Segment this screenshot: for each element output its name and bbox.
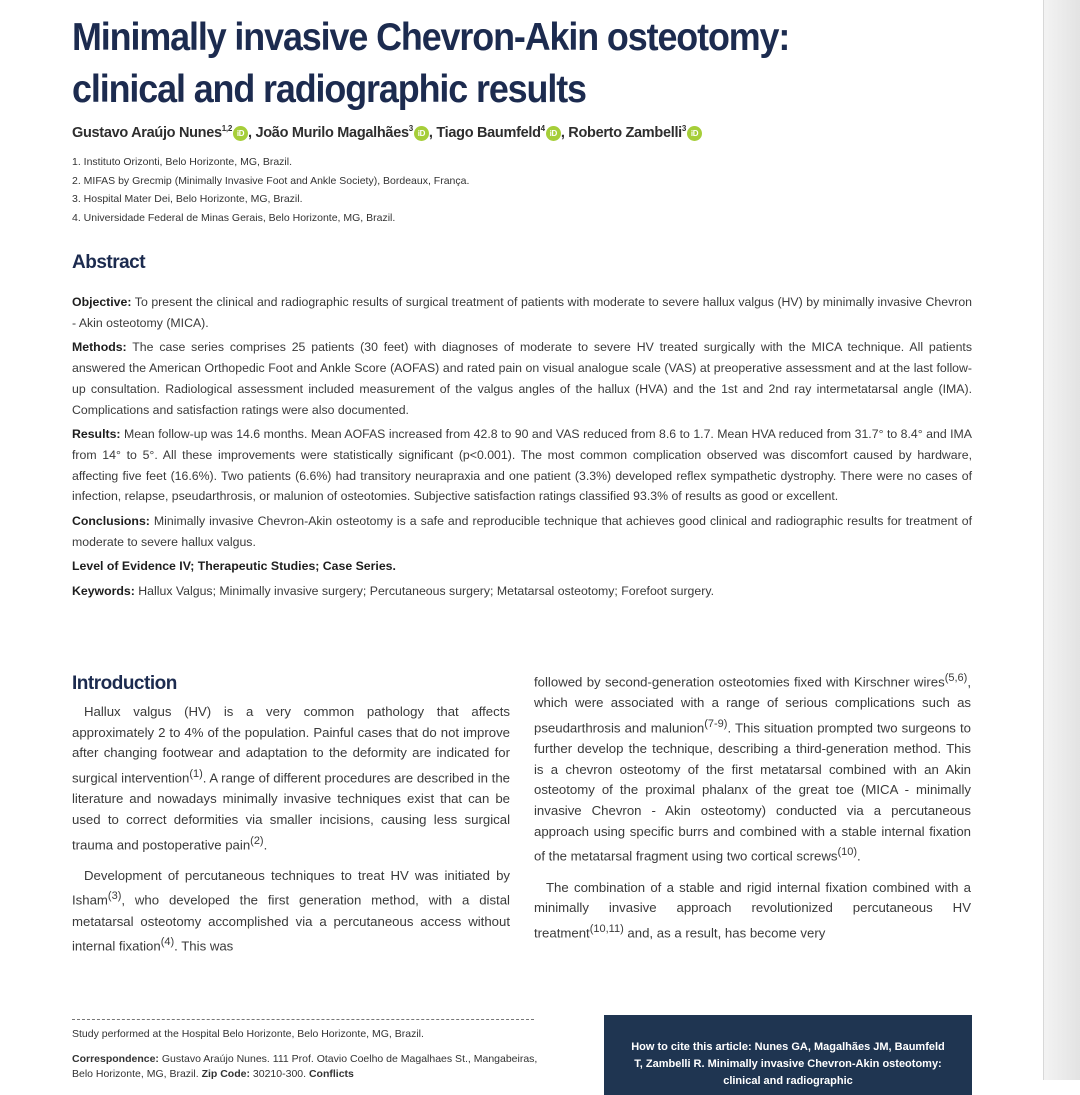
citation-ref[interactable]: (10,11)	[589, 922, 624, 935]
author-2: João Murilo Magalhães$^3$ iD	[255, 125, 428, 141]
author-3: Tiago Baumfeld$^4$ iD	[436, 125, 560, 141]
orcid-icon[interactable]: iD	[687, 126, 702, 141]
abstract-results: Results: Mean follow-up was 14.6 months. Mean AOFAS increased from 42.8 to 90 and VAS reduced from 8.6 to 1.7. Mean HVA reduced from 31.7° to 8.4° and IMA from 14° to 5°. All these improvements were statistically significant (p<0.001). The most common complication observed was discomfort caused by hardware, affecting five feet (16.6%). Two patients (6.6%) had transitory neurapraxia and one patient (3.3%) developed reflex sympathetic dystrophy. There were no cases of infection, relapse, pseudarthrosis, or malunion of osteotomies. Subjective satisfaction ratings classified 93.3% of results as good or excellent.	[72, 427, 972, 504]
orcid-icon[interactable]: iD	[546, 126, 561, 141]
affiliation-4: 4. Universidade Federal de Minas Gerais, Belo Horizonte, MG, Brazil.	[72, 211, 396, 224]
abstract-heading: Abstract	[72, 252, 146, 273]
intro-paragraph-4: The combination of a stable and rigid internal fixation combined with a minimally invasive approach revolutionized percutaneous HV treatment$^{(10,11)}$ and, as a result, has become very	[534, 879, 971, 941]
citation-ref[interactable]: (7-9)	[704, 717, 728, 730]
abstract-objective: Objective: To present the clinical and radiographic results of surgical treatment of patients with moderate to severe hallux valgus (HV) by minimally invasive Chevron - Akin osteotomy (MICA).	[72, 295, 973, 330]
page-edge	[1043, 0, 1080, 1080]
study-note: Study performed at the Hospital Belo Horizonte, Belo Horizonte, MG, Brazil.	[72, 1028, 424, 1040]
affiliations	[72, 153, 972, 227]
correspondence: Correspondence: Gustavo Araújo Nunes. 111 Prof. Otavio Coelho de Magalhaes St., Mangabeiras, Belo Horizonte, MG, Brazil. Zip Code: 30210-300. Conflicts	[72, 1053, 538, 1080]
footnote-divider	[72, 1019, 534, 1020]
citation-ref[interactable]: (10)	[837, 846, 857, 859]
citation-ref[interactable]: (3)	[107, 890, 122, 903]
orcid-icon[interactable]: iD	[233, 126, 248, 141]
abstract-conclusions: Conclusions: Minimally invasive Chevron-Akin osteotomy is a safe and reproducible technique that achieves good clinical and radiographic results for treatment of moderate to severe hallux valgus.	[72, 514, 972, 549]
intro-paragraph-3: followed by second-generation osteotomies fixed with Kirschner wires$^{(5,6)}$, which were associated with a range of serious complications such as pseudarthrosis and malunion$^{(7-9)}$. This situation prompted two surgeons to further develop the technique, describing a third-generation method. This is a chevron osteotomy of the first metatarsal combined with an Akin osteotomy of the proximal phalanx of the great toe (MICA - minimally invasive Chevron - Akin osteotomy) conducted via a percutaneous approach using specific burrs and combined with a stable internal fixation of the metatarsal fragment using two cortical screws$^{(10)}$.	[534, 672, 971, 864]
affiliation-2: 2. MIFAS by Grecmip (Minimally Invasive Foot and Ankle Society), Bordeaux, França.	[72, 174, 470, 187]
keywords: Keywords: Hallux Valgus; Minimally invasive surgery; Percutaneous surgery; Metatarsal osteotomy; Forefoot surgery.	[72, 584, 714, 599]
intro-paragraph-2: Development of percutaneous techniques to treat HV was initiated by Isham$^{(3)}$, who developed the first generation method, with a distal metatarsal osteotomy accomplished via a percutaneous access without internal fixation$^{(4)}$. This was	[72, 867, 510, 954]
author-list: Gustavo Araújo Nunes$^{1,2}$ iD , João Murilo Magalhães$^3$ iD , Tiago Baumfeld$^4$ iD , Roberto Zambelli$^3$ iD	[72, 124, 972, 141]
how-to-cite-box	[604, 1015, 972, 1095]
affiliation-1: 1. Instituto Orizonti, Belo Horizonte, MG, Brazil.	[72, 156, 292, 168]
citation-ref[interactable]: (2)	[250, 834, 264, 847]
introduction-heading: Introduction	[72, 673, 177, 694]
intro-right-column	[534, 668, 971, 954]
author-1: Gustavo Araújo Nunes$^{1,2}$ iD	[72, 125, 248, 141]
intro-paragraph-1: Hallux valgus (HV) is a very common pathology that affects approximately 2 to 4% of the population. Painful cases that do not improve after changing footwear and adaptation to the deformity are indicated for surgical intervention$^{(1)}$. A range of different procedures are described in the literature and nowadays minimally invasive techniques exist that can be used to correct deformities via smaller incisions, causing less surgical trauma and postoperative pain$^{(2)}$.	[72, 704, 510, 852]
intro-left-column	[72, 672, 510, 967]
citation-ref[interactable]: (1)	[189, 768, 203, 781]
affiliation-3: 3. Hospital Mater Dei, Belo Horizonte, MG, Brazil.	[72, 193, 303, 205]
orcid-icon[interactable]: iD	[414, 126, 429, 141]
cite-text: How to cite this article: Nunes GA, Magalhães JM, Baumfeld T, Zambelli R. Minimally invasive Chevron-Akin osteotomy: clinical and radiographic	[631, 1041, 945, 1087]
article-title: Minimally invasive Chevron-Akin osteotomy: clinical and radiographic results	[72, 16, 790, 111]
abstract-body	[72, 292, 972, 606]
citation-ref[interactable]: (5,6)	[944, 672, 968, 684]
level-of-evidence: Level of Evidence IV; Therapeutic Studies; Case Series.	[72, 559, 396, 574]
citation-ref[interactable]: (4)	[160, 936, 175, 949]
abstract-methods: Methods: The case series comprises 25 patients (30 feet) with diagnoses of moderate to severe HV treated surgically with the MICA technique. All patients answered the American Orthopedic Foot and Ankle Score (AOFAS) and rated pain on visual analogue scale (VAS) at preoperative assessment and at the last follow-up consultation. Radiological assessment included measurement of the valgus angles of the hallux (HVA) and the 1st and 2nd ray intermetatarsal angle (IMA). Complications and satisfaction ratings were also documented.	[72, 340, 972, 417]
author-4: Roberto Zambelli$^3$ iD	[568, 125, 702, 141]
